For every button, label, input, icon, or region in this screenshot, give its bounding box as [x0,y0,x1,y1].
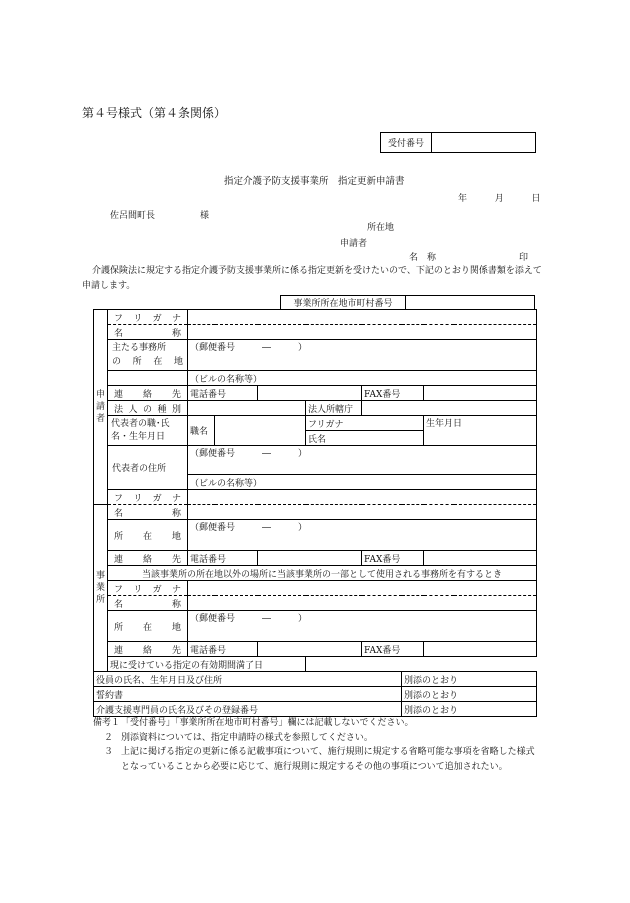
officers-value: 別添のとおり [402,672,537,687]
form-number: 第４号様式（第４条関係） [82,106,227,120]
applicant-location-label: 所在地 [367,223,395,233]
addressee: 佐呂間町長 様 [110,211,210,221]
remark-item: ３ 上記に掲げる指定の更新に係る記載事項について、施行規則に規定する省略可能な事項を省略した様式となっていることから必要に応じて、施行規則に規定するその他の事項について追加されたい。 [103,747,535,772]
office-phone-field[interactable] [258,551,362,566]
applicant-postal-code[interactable]: （郵便番号 ― ） [188,340,537,355]
sub-office-phone-field[interactable] [258,642,362,657]
day-label: 日 [531,194,541,204]
remarks [93,716,543,774]
municipality-code-field[interactable] [406,296,534,309]
sub-office-name-label: 名 称 [108,596,188,611]
officers-label: 役員の氏名、生年月日及び住所 [94,672,402,687]
applicant-building-name[interactable]: （ビルの名称等） [188,371,537,386]
rep-name-label: 氏名 [306,431,362,446]
application-table [93,309,537,717]
applicant-fax-field[interactable] [424,386,537,401]
rep-name-field[interactable] [362,431,424,446]
applicant-fax-label: FAX番号 [362,386,424,401]
municipality-code-box [280,295,535,309]
sub-office-fax-field[interactable] [424,642,537,657]
pledge-value: 別添のとおり [402,687,537,702]
applicant-name-label: 名 称 [409,253,437,263]
birthdate-label: 生年月日 [424,416,537,446]
office-name-field[interactable] [188,505,537,520]
applicant-contact-label: 連 絡 先 [108,386,188,401]
corp-authority-label: 法人所轄庁 [306,401,362,416]
rep-furigana-field[interactable] [362,416,424,431]
applicant-address-field[interactable] [188,354,537,371]
applicant-furigana-label: フ リ ガ ナ [108,310,188,325]
rep-postal-code[interactable]: （郵便番号 ― ） [188,446,537,461]
applicant-office-address-label: 主たる事務所 の 所 在 地 [108,340,188,371]
office-location-label: 所 在 地 [108,520,188,551]
applicant-phone-field[interactable] [258,386,362,401]
rep-furigana-label: フリガナ [306,416,362,431]
applicant-side-label: 申請者 [94,310,108,505]
staff-label: 介護支援専門員の氏名及びその登録番号 [94,702,402,717]
office-fax-label: FAX番号 [362,551,424,566]
office-address-field[interactable] [188,534,537,551]
other-office-note: 当該事業所の所在地以外の場所に当該事業所の一部として使用される事務所を有するとき [108,566,537,581]
applicant-label: 申請者 [340,239,368,249]
sub-office-address-field[interactable] [188,625,537,642]
sub-office-phone-label: 電話番号 [188,642,258,657]
applicant-furigana-field[interactable] [188,310,537,325]
seal-mark: 印 [519,253,529,263]
position-field[interactable] [215,416,306,446]
pledge-label: 誓約書 [94,687,402,702]
rep-building-name[interactable]: （ビルの名称等） [188,475,537,490]
rep-address-label: 代表者の住所 [108,446,188,490]
sub-office-name-field[interactable] [188,596,537,611]
staff-value: 別添のとおり [402,702,537,717]
office-fax-field[interactable] [424,551,537,566]
municipality-code-label: 事業所所在地市町村番号 [281,296,406,309]
expiry-label: 現に受けている指定の有効期間満了日 [108,657,306,672]
receipt-number-box [380,132,536,153]
applicant-phone-label: 電話番号 [188,386,258,401]
year-label: 年 [458,194,468,204]
sub-office-postal-code[interactable]: （郵便番号 ― ） [188,611,537,626]
office-side-label: 事業所 [94,505,108,672]
representative-label: 代表者の職･氏 名・生年月日 [108,416,188,446]
remark-item: 備考１ 「受付番号」「事業所所在地市町村番号」欄には記載しないでください。 [93,718,414,728]
sub-office-contact-label: 連 絡 先 [108,642,188,657]
office-name-label: 名 称 [108,505,188,520]
month-label: 月 [494,194,504,204]
sub-office-location-label: 所 在 地 [108,611,188,642]
applicant-name-field[interactable] [188,325,537,340]
office-contact-label: 連 絡 先 [108,551,188,566]
expiry-field[interactable] [306,657,537,672]
office-furigana-label: フ リ ガ ナ [108,490,188,505]
applicant-name-cell-label: 名 称 [108,325,188,340]
intro-text: 介護保険法に規定する指定介護予防支援事業所に係る指定更新を受けたいので、下記のとおり関係書類を添えて申請します。 [82,266,542,291]
corp-type-label: 法人の種別 [108,401,188,416]
rep-address-field[interactable] [188,460,537,475]
receipt-number-field[interactable] [432,133,535,152]
sub-office-fax-label: FAX番号 [362,642,424,657]
document-title: 指定介護予防支援事業所 指定更新申請書 [224,176,405,187]
corp-authority-field[interactable] [362,401,537,416]
intro-paragraph [82,264,542,293]
date-line [458,191,541,204]
receipt-number-label: 受付番号 [381,133,432,152]
corp-type-field[interactable] [188,401,306,416]
sub-office-furigana-label: フ リ ガ ナ [108,581,188,596]
remark-item: ２ 別添資料については、指定申請時の様式を参照してください。 [103,732,373,743]
sub-office-furigana-field[interactable] [188,581,537,596]
office-postal-code[interactable]: （郵便番号 ― ） [188,520,537,535]
office-phone-label: 電話番号 [188,551,258,566]
position-label: 職名 [188,416,215,446]
office-furigana-field[interactable] [188,490,537,505]
